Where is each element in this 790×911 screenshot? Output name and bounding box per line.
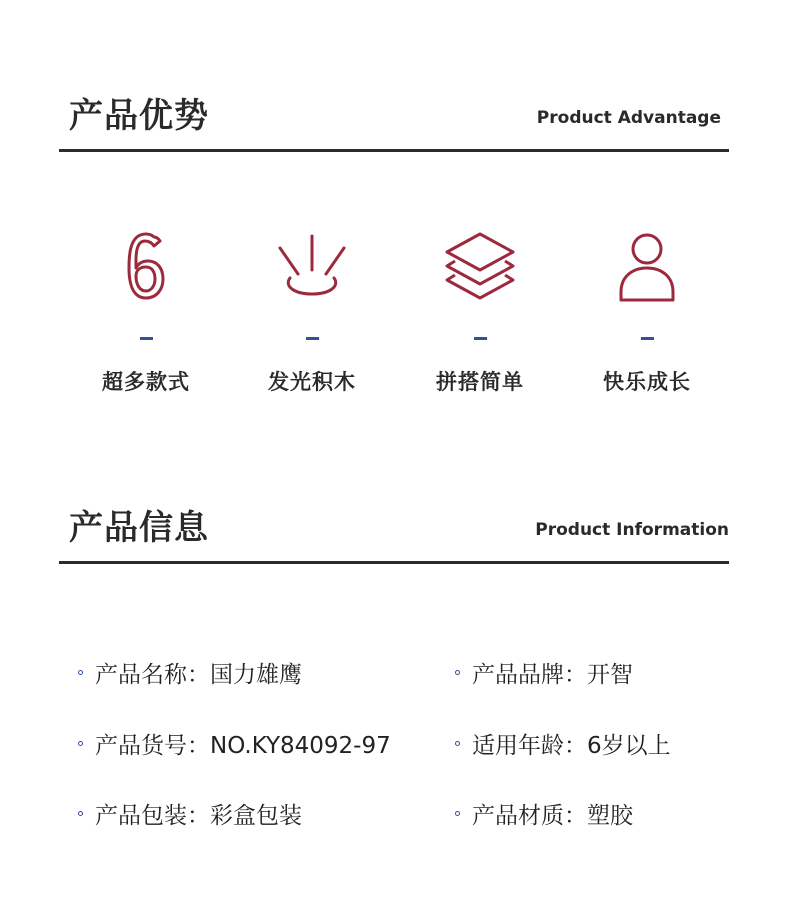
bullet-icon bbox=[78, 670, 83, 675]
feature-label: 发光积木 bbox=[268, 370, 356, 394]
bullet-icon bbox=[455, 741, 460, 746]
info-title: 产品信息 bbox=[69, 508, 209, 548]
info-item-packaging bbox=[78, 797, 302, 830]
feature-item bbox=[405, 230, 555, 396]
info-text: 产品包装：彩盒包装 bbox=[95, 803, 302, 829]
info-subtitle: Product Information bbox=[535, 520, 729, 540]
bullet-icon bbox=[78, 741, 83, 746]
light-burst-icon bbox=[272, 230, 352, 304]
feature-label: 超多款式 bbox=[102, 370, 190, 394]
info-text: 产品货号：NO.KY84092-97 bbox=[95, 733, 391, 759]
info-divider bbox=[59, 561, 729, 564]
feature-item bbox=[71, 230, 221, 396]
feature-label: 拼搭简单 bbox=[436, 370, 524, 394]
info-item-sku bbox=[78, 727, 391, 760]
info-text: 产品名称：国力雄鹰 bbox=[95, 662, 302, 688]
info-text: 适用年龄：6岁以上 bbox=[472, 733, 671, 759]
number-six-icon bbox=[124, 230, 168, 304]
info-item-material bbox=[455, 797, 633, 830]
feature-dash bbox=[474, 337, 487, 340]
feature-label: 快乐成长 bbox=[603, 370, 691, 394]
feature-dash bbox=[140, 337, 153, 340]
info-text: 产品材质：塑胶 bbox=[472, 803, 633, 829]
feature-dash bbox=[641, 337, 654, 340]
advantage-divider bbox=[59, 149, 729, 152]
info-item-age bbox=[455, 727, 671, 760]
advantage-subtitle: Product Advantage bbox=[536, 108, 721, 128]
bullet-icon bbox=[78, 811, 83, 816]
advantage-title: 产品优势 bbox=[69, 96, 209, 136]
bullet-icon bbox=[455, 811, 460, 816]
user-icon bbox=[617, 230, 677, 304]
info-text: 产品品牌：开智 bbox=[472, 662, 633, 688]
info-item-name bbox=[78, 656, 302, 689]
bullet-icon bbox=[455, 670, 460, 675]
feature-item bbox=[572, 230, 722, 396]
info-item-brand bbox=[455, 656, 633, 689]
stacked-layers-icon bbox=[443, 230, 517, 304]
feature-item bbox=[237, 230, 387, 396]
feature-dash bbox=[306, 337, 319, 340]
